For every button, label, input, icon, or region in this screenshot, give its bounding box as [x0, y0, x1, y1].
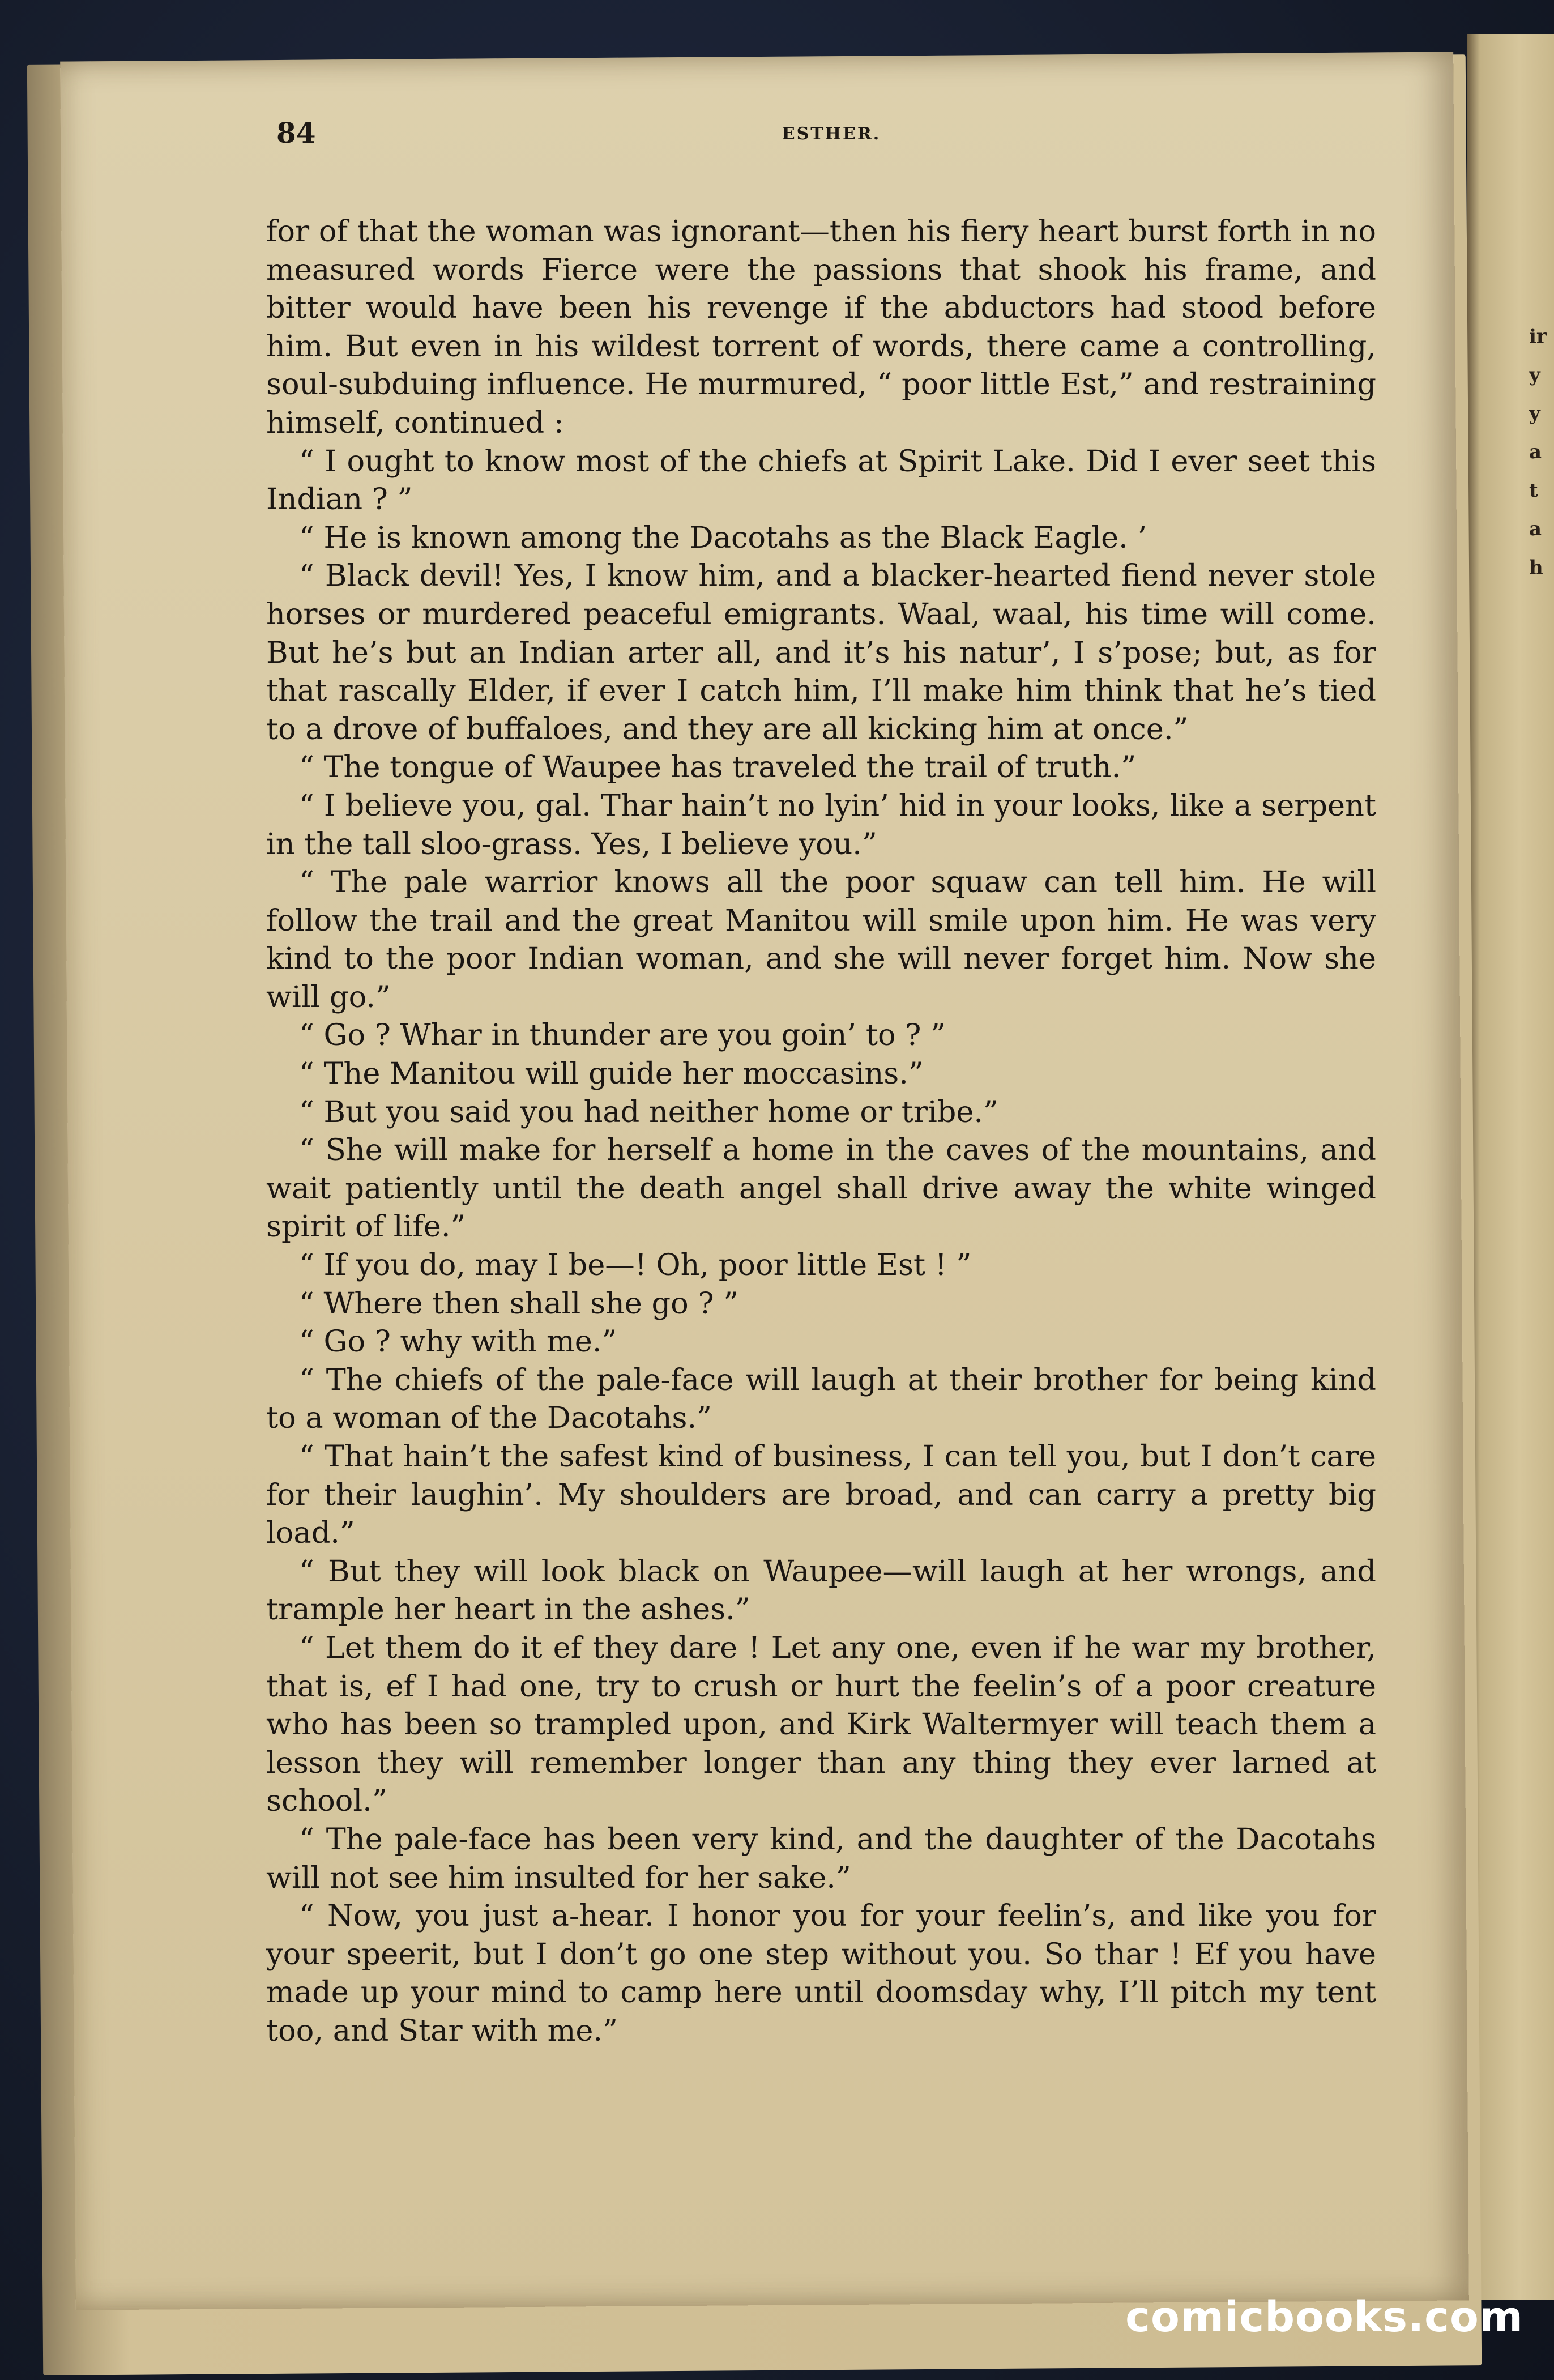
paragraph: “ He is known among the Dacotahs as the Black Eagle. ’ — [299, 520, 1147, 555]
body-text — [266, 212, 1376, 2050]
paragraph: “ Go ? why with me.” — [299, 1324, 617, 1359]
paragraph: “ But you said you had neither home or tribe.” — [299, 1094, 998, 1129]
paragraph: “ She will make for herself a home in the caves of the mountains, and wait patiently until the death angel shall drive away the white winged spirit of life.” — [266, 1133, 1376, 1244]
facing-fragment: a — [1529, 518, 1542, 540]
paragraph: “ Where then shall she go ? ” — [299, 1286, 739, 1321]
paragraph: “ The pale warrior knows all the poor squaw can tell him. He will follow the trail and the great Manitou will smile upon him. He was very kind to the poor Indian woman, and she will never forget him. Now she will go.” — [266, 865, 1376, 1014]
facing-page-text-fragments — [1529, 317, 1554, 587]
paragraph: “ The Manitou will guide her moccasins.” — [299, 1056, 924, 1091]
paragraph: “ That hain’t the safest kind of business, I can tell you, but I don’t care for their laughin’. My shoulders are broad, and can carry a pretty big load.” — [266, 1439, 1376, 1551]
page-header — [276, 116, 1386, 167]
paragraph: “ But they will look black on Waupee—will laugh at her wrongs, and trample her heart in the ashes.” — [266, 1554, 1376, 1627]
page-number: 84 — [276, 116, 316, 150]
paragraph: “ I ought to know most of the chiefs at Spirit Lake. Did I ever seet this Indian ? ” — [266, 443, 1376, 517]
paragraph: “ Now, you just a-hear. I honor you for your feelin’s, and like you for your speerit, but I don’t go one step without you. So thar ! Ef you have made up your mind to camp here until doomsday why, I’ll pitch my tent too, and Star with me.” — [266, 1899, 1376, 2048]
paragraph: “ Go ? Whar in thunder are you goin’ to ? ” — [299, 1018, 946, 1053]
watermark: comicbooks.com — [1125, 2293, 1523, 2341]
paragraph: “ The chiefs of the pale-face will laugh at their brother for being kind to a woman of the Dacotahs.” — [266, 1362, 1376, 1436]
paragraph: “ The tongue of Waupee has traveled the trail of truth.” — [299, 750, 1137, 785]
facing-fragment: y — [1529, 402, 1540, 425]
paragraph: “ If you do, may I be—! Oh, poor little Est ! ” — [299, 1248, 972, 1283]
paragraph: “ I believe you, gal. Thar hain’t no lyin’ hid in your looks, like a serpent in the tall sloo-grass. Yes, I believe you.” — [266, 788, 1376, 861]
facing-fragment: a — [1529, 441, 1542, 463]
facing-fragment: t — [1529, 479, 1538, 502]
facing-fragment: h — [1529, 556, 1543, 579]
paragraph: “ The pale-face has been very kind, and the daughter of the Dacotahs will not see him insulted for her sake.” — [266, 1822, 1376, 1895]
running-head: ESTHER. — [782, 124, 881, 144]
paragraph: for of that the woman was ignorant—then his fiery heart burst forth in no measured words Fierce were the passions that shook his frame, and bitter would have been his revenge if the abductors had stood before him. But even in his wildest torrent of words, there came a controlling, soul-subduing influence. He murmured, “ poor little Est,” and restraining himself, continued : — [266, 214, 1376, 440]
facing-fragment: y — [1529, 364, 1540, 386]
facing-fragment: ir — [1529, 325, 1547, 348]
paragraph: “ Black devil! Yes, I know him, and a blacker-hearted fiend never stole horses or murdered peaceful emigrants. Waal, waal, his time will come. But he’s but an Indian arter all, and it’s his natur’, I s’pose; but, as for that rascally Elder, if ever I catch him, I’ll make him think that he’s tied to a drove of buffaloes, and they are all kicking him at once.” — [266, 558, 1376, 747]
paragraph: “ Let them do it ef they dare ! Let any one, even if he war my brother, that is, ef I had one, try to crush or hurt the feelin’s of a poor creature who has been so trampled upon, and Kirk Waltermyer will teach them a lesson they will remember longer than any thing they ever larned at school.” — [266, 1630, 1376, 1819]
